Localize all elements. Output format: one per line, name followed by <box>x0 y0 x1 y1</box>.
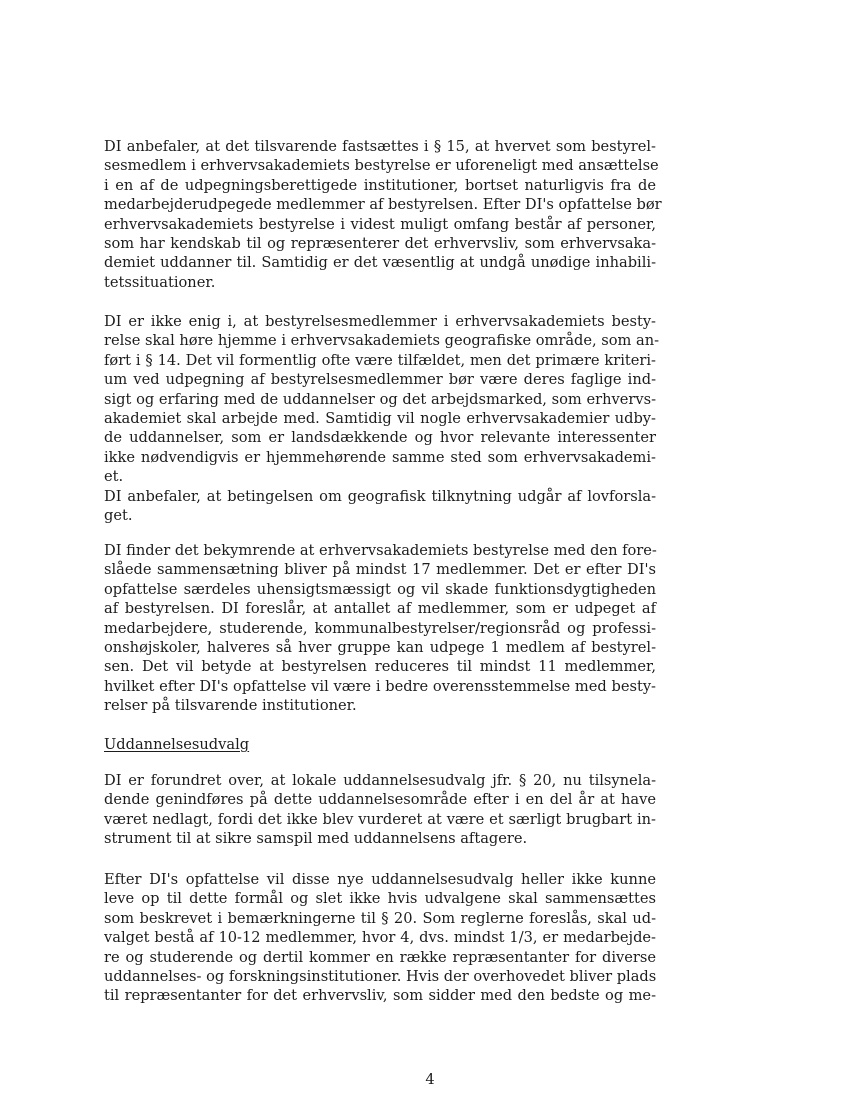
text-line: sesmedlem i erhvervsakademiets bestyrelse er uforeneligt med ansættelse <box>104 157 659 175</box>
text-line: leve op til dette formål og slet ikke hvis udvalgene skal sammensættes <box>104 890 656 908</box>
text-line: af bestyrelsen. DI foreslår, at antallet af medlemmer, som er udpeget af <box>104 600 656 618</box>
text-line: DI er ikke enig i, at bestyrelsesmedlemmer i erhvervsakademiets besty- <box>104 313 656 330</box>
paragraph-board-incompatibility <box>104 137 662 292</box>
text-line: strument til at sikre samspil med uddannelsens aftagere. <box>104 830 528 848</box>
text-line: erhvervsakademiets bestyrelse i videst muligt omfang består af personer, <box>104 215 656 233</box>
text-line: um ved udpegning af bestyrelsesmedlemmer bør være deres faglige ind- <box>104 371 656 389</box>
text-line: ikke nødvendigvis er hjemmehørende samme sted som erhvervsakademi- <box>104 448 656 466</box>
text-line: et. <box>104 468 124 486</box>
text-line: get. <box>104 506 133 524</box>
text-line: DI anbefaler, at det tilsvarende fastsættes i § 15, at hvervet som bestyrel- <box>104 138 656 155</box>
text-line: relse skal høre hjemme i erhvervsakademiets geografiske område, som an- <box>104 332 660 350</box>
text-line: til repræsentanter for det erhvervsliv, som sidder med den bedste og me- <box>104 987 656 1005</box>
text-line: tetssituationer. <box>104 273 216 291</box>
text-line: i en af de udpegningsberettigede institutioner, bortset naturligvis fra de <box>104 176 656 194</box>
paragraph-committee-composition <box>104 870 656 1006</box>
text-line: slåede sammensætning bliver på mindst 17 medlemmer. Det er efter DI's <box>104 561 656 579</box>
text-line: dende genindføres på dette uddannelsesområde efter i en del år at have <box>104 791 656 809</box>
paragraph-education-committees <box>104 771 656 849</box>
section-heading-text: Uddannelsesudvalg <box>104 736 250 753</box>
text-line: DI er forundret over, at lokale uddannelsesudvalg jfr. § 20, nu tilsynela- <box>104 772 656 789</box>
page-number: 4 <box>425 1071 435 1088</box>
section-heading <box>104 735 656 754</box>
text-line: onshøjskoler, halveres så hver gruppe kan udpege 1 medlem af bestyrel- <box>104 638 656 656</box>
text-line: akademiet skal arbejde med. Samtidig vil nogle erhvervsakademier udby- <box>104 409 656 427</box>
text-line: medarbejdere, studerende, kommunalbestyrelser/regionsråd og professi- <box>104 619 656 637</box>
text-line: som har kendskab til og repræsenterer det erhvervsliv, som erhvervsaka- <box>104 234 656 252</box>
text-line: sigt og erfaring med de uddannelser og det arbejdsmarked, som erhvervs- <box>104 390 656 408</box>
text-line: ført i § 14. Det vil formentlig ofte være tilfældet, men det primære kriteri- <box>104 351 656 369</box>
paragraph-board-size <box>104 541 656 716</box>
text-line: de uddannelser, som er landsdækkende og hvor relevante interessenter <box>104 429 656 447</box>
text-line: sen. Det vil betyde at bestyrelsen reduceres til mindst 11 medlemmer, <box>104 658 656 676</box>
text-line: Efter DI's opfattelse vil disse nye uddannelsesudvalg heller ikke kunne <box>104 871 656 888</box>
text-line: været nedlagt, fordi det ikke blev vurderet at være et særligt brugbart in- <box>104 810 656 828</box>
text-line: uddannelses- og forskningsinstitutioner. Hvis der overhovedet bliver plads <box>104 967 657 985</box>
text-line: DI anbefaler, at betingelsen om geografisk tilknytning udgår af lovforsla- <box>104 487 656 505</box>
text-line: demiet uddanner til. Samtidig er det væsentlig at undgå unødige inhabili- <box>104 254 656 272</box>
text-line: relser på tilsvarende institutioner. <box>104 697 357 715</box>
text-line: valget bestå af 10-12 medlemmer, hvor 4, dvs. mindst 1/3, er medarbejde- <box>104 929 656 947</box>
text-line: hvilket efter DI's opfattelse vil være i bedre overensstemmelse med besty- <box>104 677 656 695</box>
paragraph-geographic-requirement <box>104 312 660 525</box>
text-line: opfattelse særdeles uhensigtsmæssigt og vil skade funktionsdygtigheden <box>104 580 656 598</box>
text-line: re og studerende og dertil kommer en række repræsentanter for diverse <box>104 948 656 966</box>
text-line: medarbejderudpegede medlemmer af bestyrelsen. Efter DI's opfattelse bør <box>104 196 662 214</box>
text-line: som beskrevet i bemærkningerne til § 20. Som reglerne foreslås, skal ud- <box>104 909 656 927</box>
text-line: DI finder det bekymrende at erhvervsakademiets bestyrelse med den fore- <box>104 542 657 559</box>
